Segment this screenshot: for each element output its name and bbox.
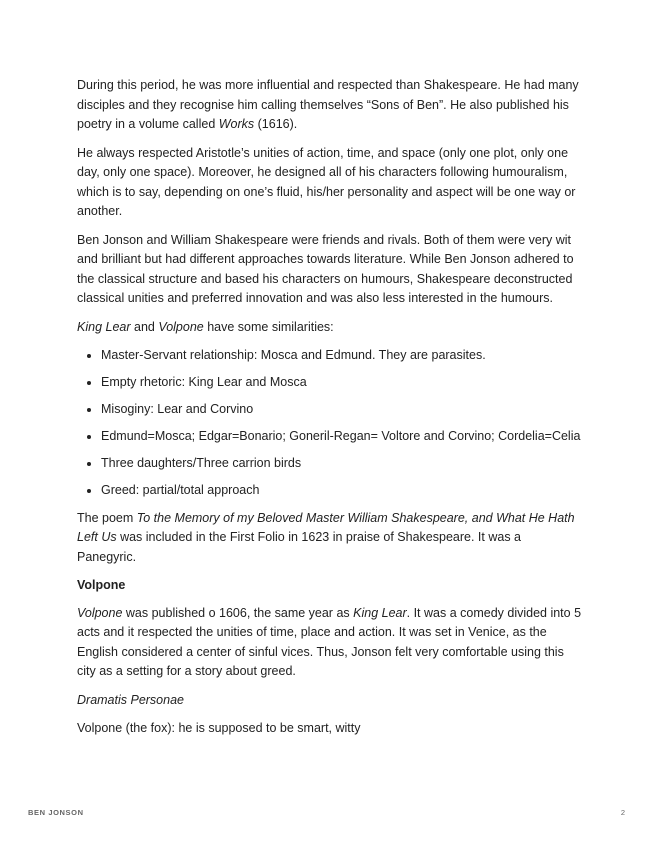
section-heading-volpone: Volpone bbox=[77, 578, 126, 592]
list-item: • Empty rhetoric: King Lear and Mosca bbox=[101, 373, 582, 393]
footer-title: BEN JONSON bbox=[28, 808, 84, 817]
paragraph-volpone-character: Volpone (the fox): he is supposed to be smart, witty bbox=[77, 721, 361, 735]
paragraph-unities: He always respected Aristotle’s unities of action, time, and space (only one plot, only one day, only one space). Moreover, he designed all of his characters following humouralism, which is to say, depending on one’s fluid, his/her personality and aspect will be one way or another. bbox=[77, 145, 576, 218]
list-item: • Greed: partial/total approach bbox=[101, 481, 582, 501]
paragraph-sons-of-ben: During this period, he was more influential and respected than Shakespeare. He had many disciples and they recognise him calling themselves “Sons of Ben”. He also published his poetry in a volume called Works (1616). bbox=[77, 78, 579, 131]
list-item: • Master-Servant relationship: Mosca and Edmund. They are parasites. bbox=[101, 346, 582, 366]
page-body bbox=[77, 76, 582, 748]
paragraph-friends-rivals: Ben Jonson and William Shakespeare were friends and rivals. Both of them were very wit and brilliant but had different approaches towards literature. While Ben Jonson adhered to the classical structure and based his characters on humours, Shakespeare deconstructed classical unities and preferred innovation and was also less interested in the humours. bbox=[77, 232, 574, 305]
paragraph-poem: The poem To the Memory of my Beloved Master William Shakespeare, and What He Hath Left Us was included in the First Folio in 1623 in praise of Shakespeare. It was a Panegyric. bbox=[77, 510, 575, 564]
dramatis-personae-label: Dramatis Personae bbox=[77, 692, 184, 707]
works-title: Works bbox=[218, 117, 255, 131]
similarities-list bbox=[77, 346, 582, 501]
poem-title: To the Memory of my Beloved Master William Shakespeare, and What He Hath Left Us bbox=[77, 510, 575, 544]
list-item: • Misoginy: Lear and Corvino bbox=[101, 400, 582, 420]
paragraph-volpone: Volpone was published o 1606, the same year as King Lear. It was a comedy divided into 5 acts and it respected the unities of time, place and action. It was set in Venice, as the English considered a center of sinful vices. Thus, Jonson felt very comfortable using this city as a setting for a story about greed. bbox=[77, 605, 582, 678]
list-item: • Three daughters/Three carrion birds bbox=[101, 454, 582, 474]
paragraph-similarities-intro: King Lear and Volpone have some similarities: bbox=[77, 319, 334, 334]
page-number: 2 bbox=[620, 808, 625, 817]
list-item: • Edmund=Mosca; Edgar=Bonario; Goneril-Regan= Voltore and Corvino; Cordelia=Celia bbox=[101, 427, 582, 447]
